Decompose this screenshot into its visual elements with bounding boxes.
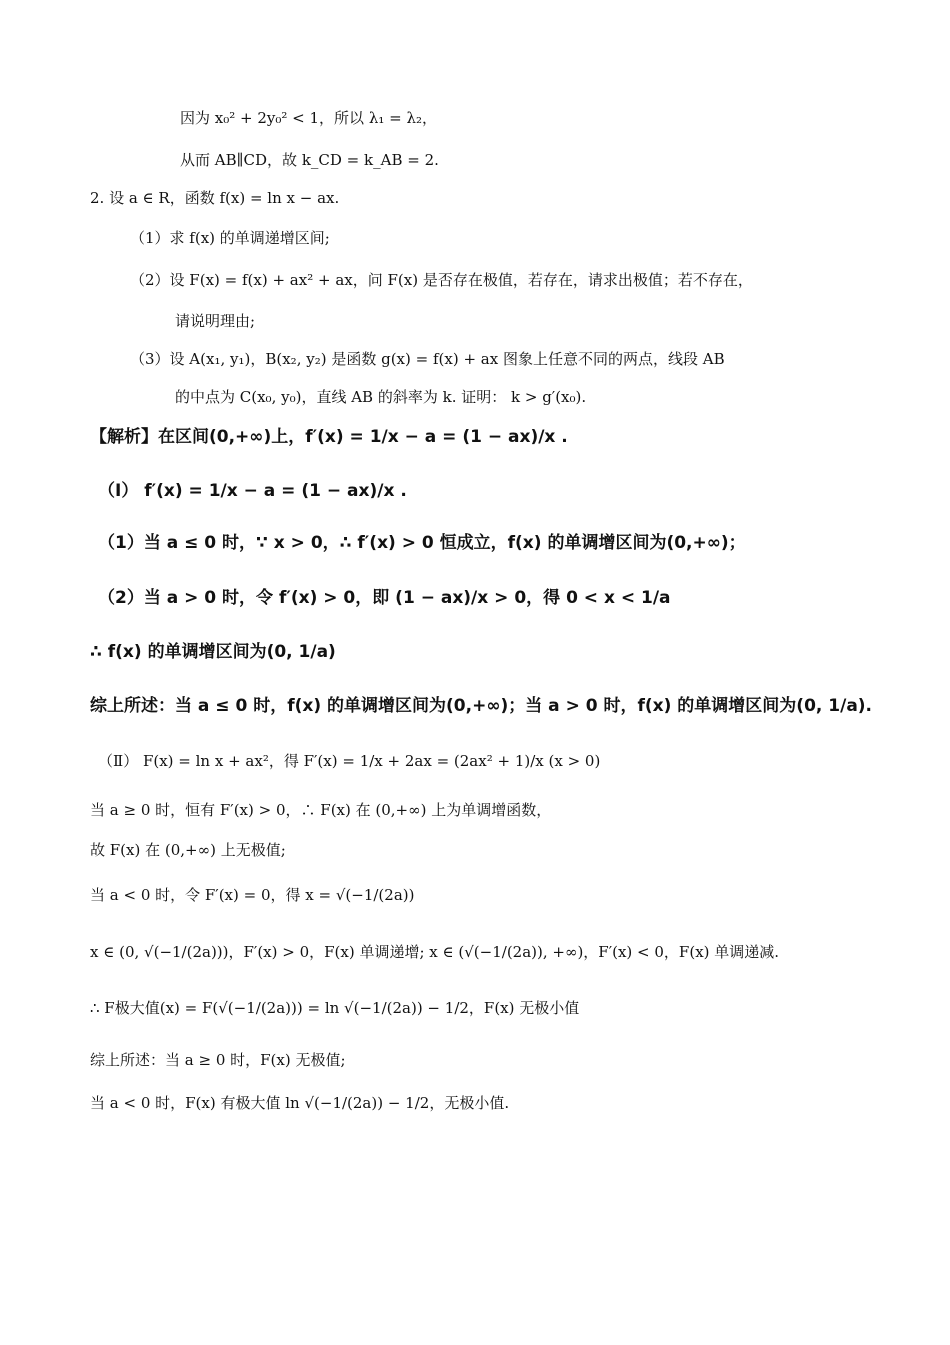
part-2-case-neg: 当 a < 0 时，令 F′(x) = 0，得 x = √(−1/(2a)) (90, 886, 415, 904)
part-1-summary: 综上所述：当 a ≤ 0 时，f(x) 的单调增区间为(0,+∞)；当 a > 0 时，f(x) 的单调增区间为(0, 1/a). (90, 696, 873, 716)
part-2-summary-1: 综上所述：当 a ≥ 0 时，F(x) 无极值; (90, 1051, 346, 1069)
part-2-no-extremum: 故 F(x) 在 (0,+∞) 上无极值; (90, 841, 286, 859)
question-3-continued: 的中点为 C(x₀, y₀)，直线 AB 的斜率为 k. 证明： k > g′(x₀). (175, 388, 587, 406)
problem-2-statement: 2. 设 a ∈ R，函数 f(x) = ln x − ax. (90, 189, 340, 207)
part-2-summary-2: 当 a < 0 时，F(x) 有极大值 ln √(−1/(2a)) − 1/2，无极小值. (90, 1094, 510, 1112)
part-2-derivative: （Ⅱ） F(x) = ln x + ax²，得 F′(x) = 1/x + 2ax = (2ax² + 1)/x (x > 0) (98, 752, 601, 770)
line-lambda-equal: 因为 x₀² + 2y₀² < 1，所以 λ₁ = λ₂， (180, 109, 437, 127)
line-slope-conclusion: 从而 AB∥CD，故 k_CD = k_AB = 2. (180, 151, 439, 169)
part-1-case-2-interval: ∴ f(x) 的单调增区间为(0, 1/a) (90, 642, 336, 662)
solution-heading: 【解析】在区间(0,+∞)上，f′(x) = 1/x − a = (1 − ax)/x . (90, 427, 568, 447)
question-3: （3）设 A(x₁, y₁)，B(x₂, y₂) 是函数 g(x) = f(x) + ax 图象上任意不同的两点，线段 AB (130, 350, 725, 368)
part-1-case-1: （1）当 a ≤ 0 时，∵ x > 0，∴ f′(x) > 0 恒成立，f(x) 的单调增区间为(0,+∞)； (98, 533, 746, 553)
part-1-case-2: （2）当 a > 0 时，令 f′(x) > 0，即 (1 − ax)/x > 0，得 0 < x < 1/a (98, 588, 671, 608)
part-2-max-value: ∴ F极大值(x) = F(√(−1/(2a))) = ln √(−1/(2a)) − 1/2，F(x) 无极小值 (90, 999, 580, 1017)
question-2-continued: 请说明理由; (175, 312, 256, 330)
part-1-derivative: （Ⅰ） f′(x) = 1/x − a = (1 − ax)/x . (98, 481, 407, 501)
question-1: （1）求 f(x) 的单调递增区间; (130, 229, 330, 247)
question-2: （2）设 F(x) = f(x) + ax² + ax，问 F(x) 是否存在极值，若存在，请求出极值；若不存在， (130, 271, 753, 289)
part-2-monotonicity: x ∈ (0, √(−1/(2a)))，F′(x) > 0，F(x) 单调递增; x ∈ (√(−1/(2a)), +∞)，F′(x) < 0，F(x) 单调递减. (90, 943, 780, 961)
part-2-case-nonneg: 当 a ≥ 0 时，恒有 F′(x) > 0，∴ F(x) 在 (0,+∞) 上为单调增函数， (90, 801, 552, 819)
